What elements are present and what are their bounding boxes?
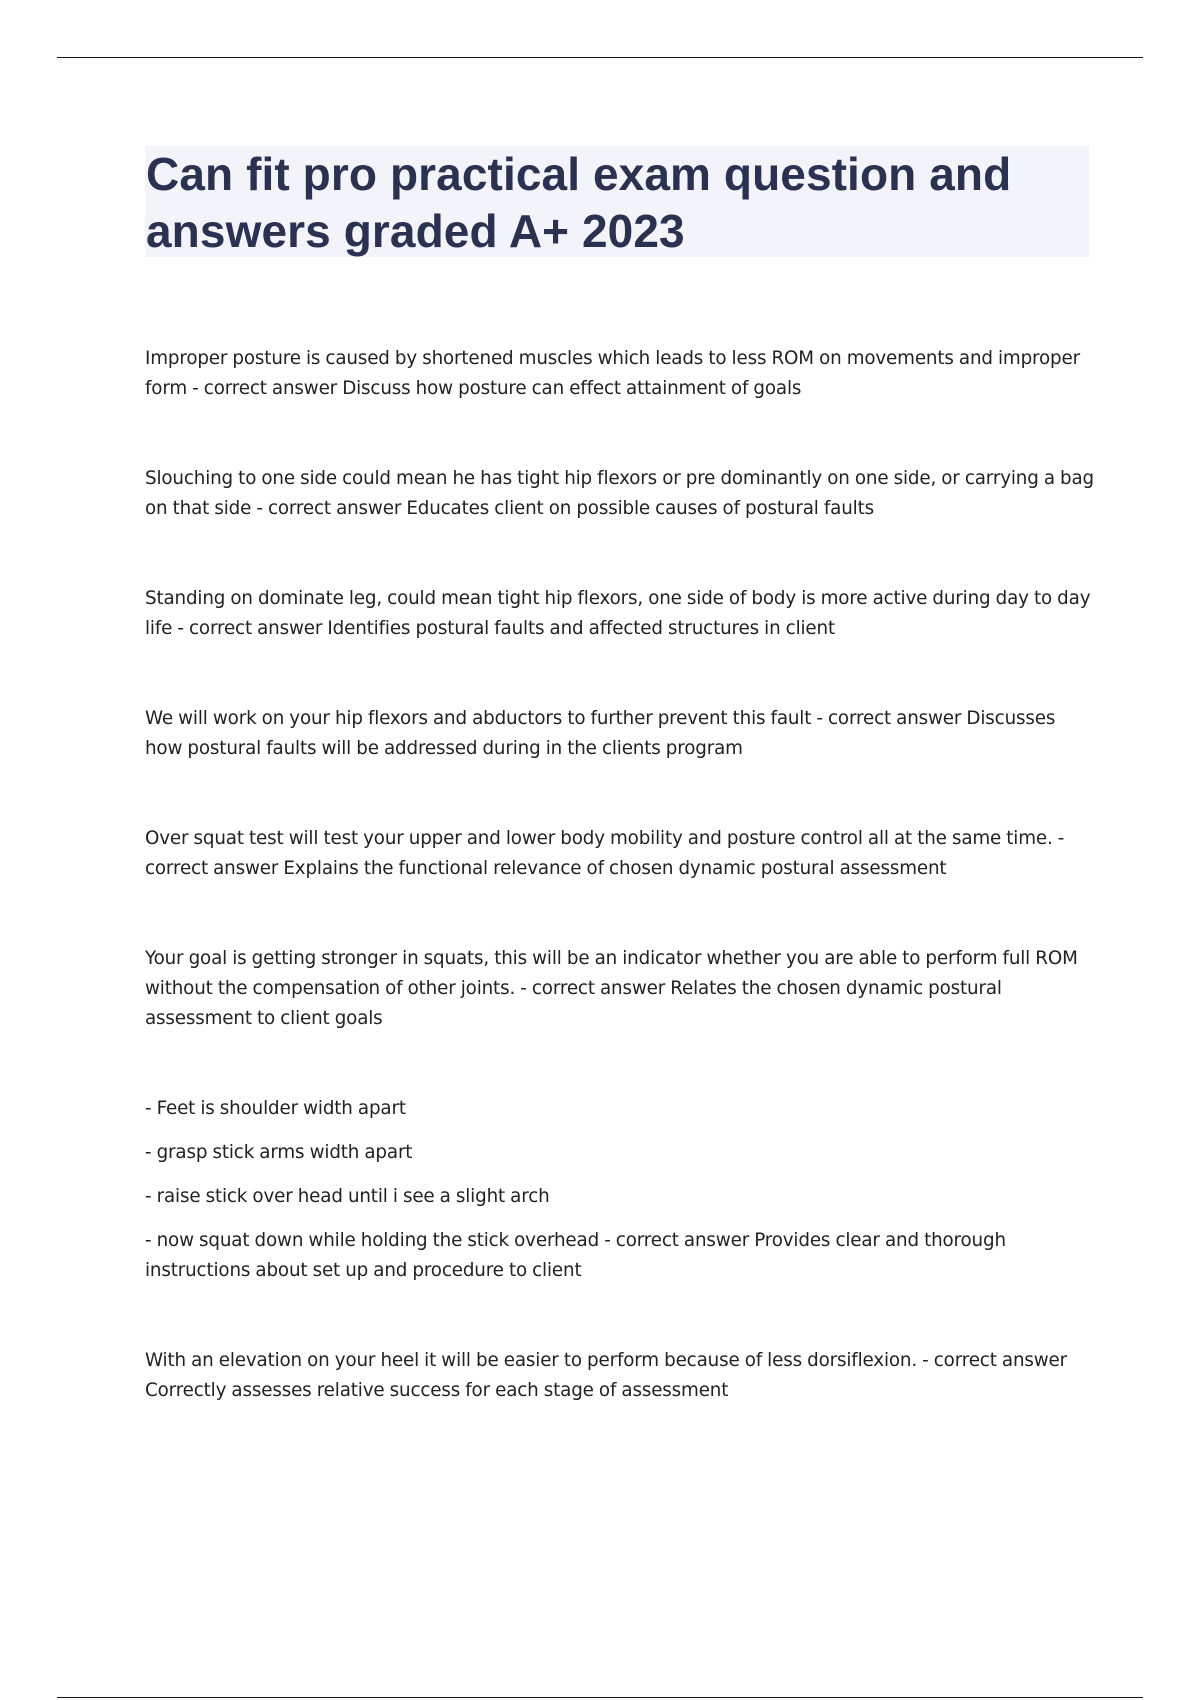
top-divider (57, 57, 1143, 58)
qa-entry: Improper posture is caused by shortened muscles which leads to less ROM on movements and improper form - correct answer Discuss how posture can effect attainment of goals (145, 348, 1080, 399)
qa-entry: Slouching to one side could mean he has tight hip flexors or pre dominantly on one side, or carrying a bag on that side - correct answer Educates client on possible causes of postural faults (145, 468, 1095, 519)
qa-entry: Standing on dominate leg, could mean tight hip flexors, one side of body is more active during day to day life - correct answer Identifies postural faults and affected structures in client (145, 588, 1091, 639)
qa-entry: Over squat test will test your upper and lower body mobility and posture control all at the same time. - correct answer Explains the functional relevance of chosen dynamic postural assessment (145, 828, 1065, 879)
bottom-divider (57, 1697, 1143, 1698)
instruction-step: - grasp stick arms width apart (145, 1142, 413, 1163)
qa-entry: Your goal is getting stronger in squats, this will be an indicator whether you are able to perform full ROM without the compensation of other joints. - correct answer Relates the chosen dynamic postural assessment to client goals (145, 948, 1078, 1029)
instruction-step: - now squat down while holding the stick overhead - correct answer Provides clear and thorough instructions about set up and procedure to client (145, 1230, 1006, 1281)
qa-entry: With an elevation on your heel it will be easier to perform because of less dorsiflexion. - correct answer Correctly assesses relative success for each stage of assessment (145, 1350, 1068, 1401)
title-banner (145, 146, 1089, 257)
document-title: Can fit pro practical exam question and answers graded A+ 2023 (146, 148, 1012, 257)
instruction-step: - Feet is shoulder width apart (145, 1098, 406, 1119)
document-body (145, 344, 1095, 1406)
instruction-step: - raise stick over head until i see a slight arch (145, 1186, 550, 1207)
qa-entry: We will work on your hip flexors and abductors to further prevent this fault - correct answer Discusses how postural faults will be addressed during in the clients program (145, 708, 1056, 759)
instruction-entry (145, 1094, 1095, 1286)
